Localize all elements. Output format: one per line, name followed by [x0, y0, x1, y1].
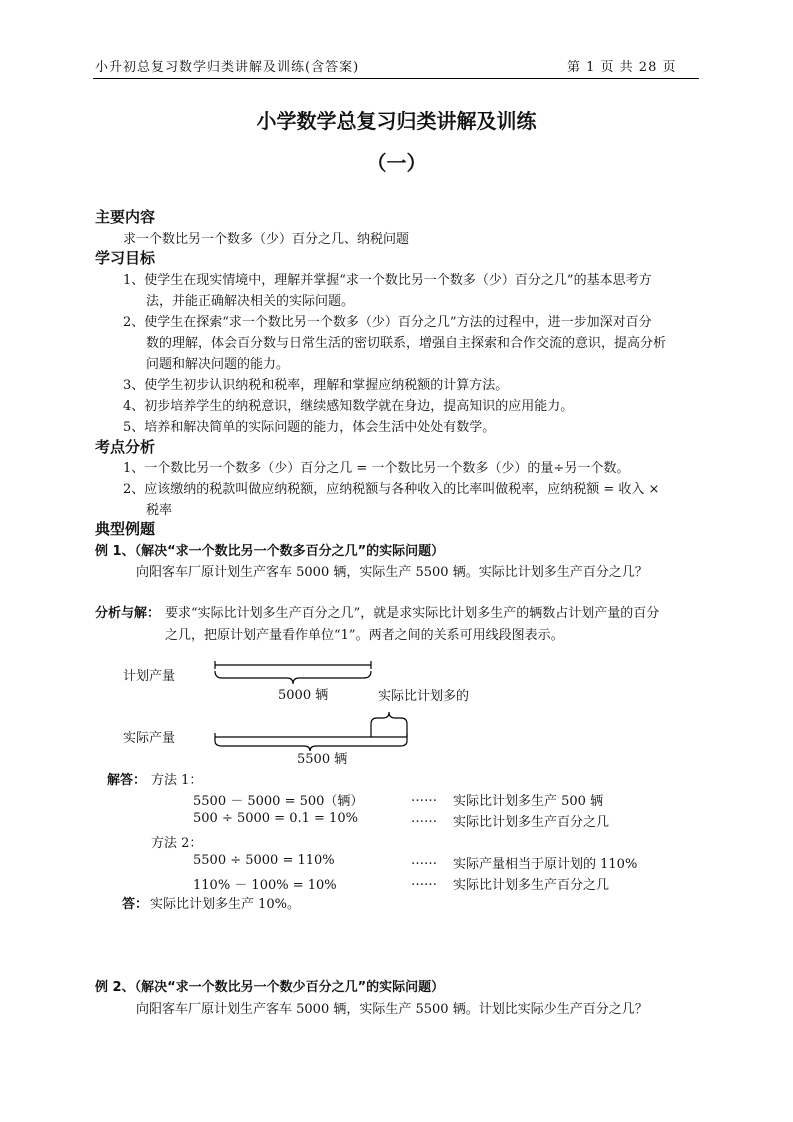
page-subtitle: （一） [366, 151, 427, 175]
analysis-line: 之几，把原计划产量看作单位“1”。两者之间的关系可用线段图表示。 [165, 628, 564, 643]
goal-line: 数的理解，体会百分数与日常生活的密切联系，增强自主探索和合作交流的意识，提高分析 [146, 336, 667, 351]
calc-expression: 5500 － 5000 = 500（辆） [193, 794, 364, 809]
calc-note: 实际产量相当于原计划的 110% [453, 857, 638, 872]
calc-dots: …… [411, 853, 437, 868]
goal-line: 1、使学生在现实情境中，理解并掌握“求一个数比另一个数多（少）百分之几”的基本思考方 [123, 273, 652, 288]
final-answer-text: 实际比计划多生产 10%。 [150, 897, 301, 912]
calc-expression: 110% － 100% = 10% [193, 878, 337, 893]
header-document-title: 小升初总复习数学归类讲解及训练(含答案) [95, 60, 360, 75]
difference-label: 实际比计划多的 [378, 689, 470, 704]
main-content-text: 求一个数比另一个数多（少）百分之几、纳税问题 [123, 232, 410, 247]
goal-line: 2、使学生在探索“求一个数比另一个数多（少）百分之几”方法的过程中，进一步加深对百分 [123, 315, 652, 330]
example-1-question: 向阳客车厂原计划生产客车 5000 辆，实际生产 5500 辆。实际比计划多生产百分之几？ [136, 565, 648, 580]
calc-note: 实际比计划多生产百分之几 [453, 815, 610, 830]
final-answer-label: 答： [122, 897, 149, 912]
goal-line: 问题和解决问题的能力。 [146, 357, 290, 372]
example-2-title: 例 2、（解决“求一个数比另一个数少百分之几”的实际问题） [95, 980, 445, 995]
analysis-label: 分析与解： [95, 606, 161, 621]
section-heading-main-content: 主要内容 [95, 208, 156, 226]
plan-value: 5000 辆 [278, 688, 329, 703]
key-point-line: 税率 [146, 503, 173, 518]
calc-note: 实际比计划多生产 500 辆 [453, 794, 604, 809]
actual-value: 5500 辆 [297, 752, 348, 767]
answer-label: 解答： [107, 773, 147, 788]
section-heading-learning-goals: 学习目标 [95, 249, 156, 267]
difference-brace [371, 712, 407, 737]
section-heading-key-points: 考点分析 [95, 438, 156, 456]
actual-label: 实际产量 [123, 731, 176, 746]
calc-dots: …… [411, 811, 437, 826]
plan-brace [215, 671, 371, 684]
goal-line: 5、培养和解决简单的实际问题的能力，体会生活中处处有数学。 [123, 420, 496, 435]
calc-dots: …… [411, 874, 437, 889]
page-title: 小学数学总复习归类讲解及训练 [256, 109, 537, 133]
method-2-label: 方法 2： [151, 836, 203, 851]
plan-label: 计划产量 [123, 669, 176, 684]
calc-expression: 500 ÷ 5000 = 0.1 = 10% [193, 811, 358, 826]
goal-line: 法，并能正确解决相关的实际问题。 [146, 294, 355, 309]
goal-line: 3、使学生初步认识纳税和税率，理解和掌握应纳税额的计算方法。 [123, 378, 509, 393]
section-heading-examples: 典型例题 [95, 520, 156, 538]
calc-note: 实际比计划多生产百分之几 [453, 878, 610, 893]
analysis-line: 要求“实际比计划多生产百分之几”，就是求实际比计划多生产的辆数占计划产量的百分 [165, 606, 660, 621]
goal-line: 4、初步培养学生的纳税意识，继续感知数学就在身边，提高知识的应用能力。 [123, 399, 574, 414]
calc-dots: …… [411, 790, 437, 805]
example-2-question: 向阳客车厂原计划生产客车 5000 辆，实际生产 5500 辆。计划比实际少生产百分之几？ [136, 1002, 648, 1017]
example-1-title: 例 1、（解决“求一个数比另一个数多百分之几”的实际问题） [95, 544, 445, 559]
header-page-number: 第 1 页 共 28 页 [567, 60, 677, 75]
key-point-line: 1、一个数比另一个数多（少）百分之几 = 一个数比另一个数多（少）的量÷另一个数。 [123, 461, 630, 476]
calc-expression: 5500 ÷ 5000 = 110% [193, 853, 335, 868]
key-point-line: 2、应该缴纳的税款叫做应纳税额，应纳税额与各种收入的比率叫做税率，应纳税额 = 收入 × [123, 482, 660, 497]
method-1-label: 方法 1： [151, 773, 203, 788]
